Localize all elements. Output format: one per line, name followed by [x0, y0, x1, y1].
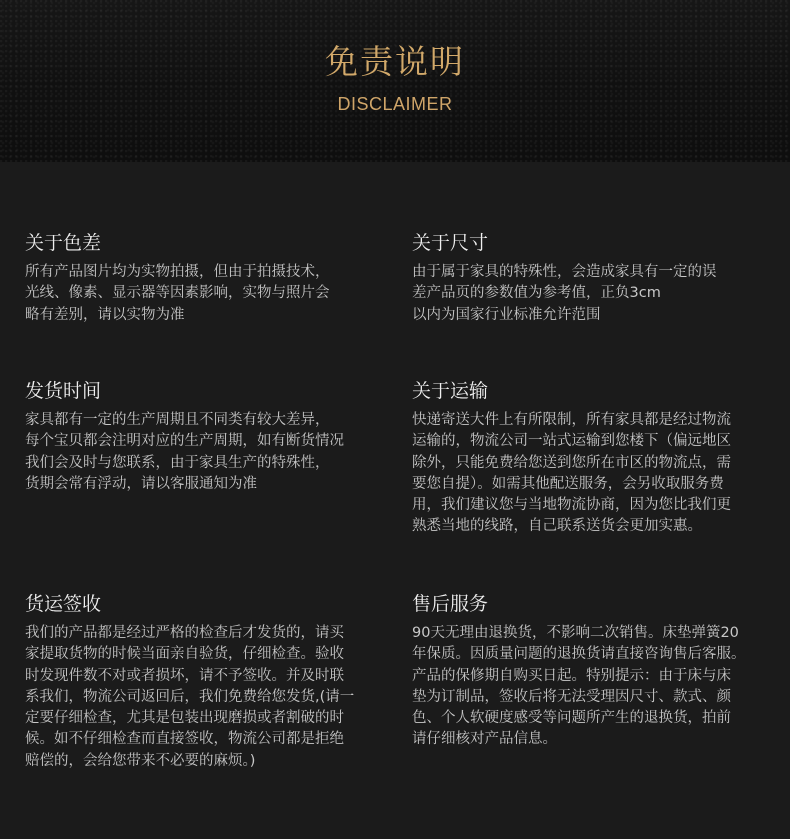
body-line: 色、个人软硬度感受等问题所产生的退换货，拍前 [412, 710, 731, 727]
body-line: 候。如不仔细检查而直接签收，物流公司都是拒绝 [25, 731, 344, 748]
section-size [412, 230, 782, 326]
body-line: 除外，只能免费给您送到您所在市区的物流点，需 [412, 454, 731, 471]
section-title: 售后服务 [412, 593, 489, 615]
body-line: 我们的产品都是经过严格的检查后才发货的，请买 [25, 625, 344, 641]
section-title: 发货时间 [25, 380, 102, 402]
page-subtitle: DISCLAIMER [337, 94, 453, 114]
body-line: 熟悉当地的线路，自己联系送货会更加实惠。 [412, 518, 702, 535]
body-line: 系我们，物流公司返回后，我们免费给您发货,(请一 [25, 688, 355, 705]
body-line: 请仔细核对产品信息。 [412, 731, 557, 748]
body-line: 家具都有一定的生产周期且不同类有较大差异， [25, 412, 330, 428]
body-line: 时发现件数不对或者损坏，请不予签收。并及时联 [25, 667, 344, 684]
body-line: 垫为订制品，签收后将无法受理因尺寸、款式、颜 [412, 688, 731, 705]
body-line: 我们会及时与您联系，由于家具生产的特殊性， [25, 454, 330, 471]
body-line: 由于属于家具的特殊性，会造成家具有一定的误 [412, 264, 717, 280]
body-line: 家提取货物的时候当面亲自验货，仔细检查。验收 [25, 646, 344, 663]
section-delivery-time [25, 378, 395, 495]
body-line: 赔偿的，会给您带来不必要的麻烦。) [25, 752, 256, 769]
section-body [25, 410, 395, 495]
body-line: 要您自提）。如需其他配送服务，会另收取服务费 [412, 475, 724, 492]
section-body [412, 262, 782, 326]
body-line: 运输的，物流公司一站式运输到您楼下（偏远地区 [412, 433, 731, 450]
body-line: 产品的保修期自购买日起。特别提示：由于床与床 [412, 667, 731, 684]
section-body [412, 410, 782, 538]
section-color-difference [25, 230, 395, 326]
body-line: 用，我们建议您与当地物流协商，因为您比我们更 [412, 497, 731, 514]
body-line: 所有产品图片均为实物拍摄，但由于拍摄技术， [25, 264, 330, 280]
body-line: 以内为国家行业标准允许范围 [412, 306, 601, 323]
section-title: 关于色差 [25, 232, 102, 254]
body-line: 90天无理由退换货，不影响二次销售。床垫弹簧20 [412, 625, 739, 641]
section-body [25, 623, 395, 772]
section-title: 货运签收 [25, 593, 102, 615]
section-title: 关于尺寸 [412, 232, 489, 254]
body-line: 略有差别，请以实物为准 [25, 306, 185, 323]
page-title: 免责说明 [325, 42, 465, 81]
section-after-sales [412, 591, 782, 751]
body-line: 年保质。因质量问题的退换货请直接咨询售后客服。 [412, 646, 746, 663]
disclaimer-header [0, 0, 790, 162]
body-line: 定要仔细检查，尤其是包装出现磨损或者割破的时 [25, 710, 344, 727]
section-body [25, 262, 395, 326]
body-line: 差产品页的参数值为参考值，正负3cm [412, 285, 661, 302]
body-line: 光线、像素、显示器等因素影响，实物与照片会 [25, 285, 330, 302]
section-delivery-signing [25, 591, 395, 772]
section-title: 关于运输 [412, 380, 489, 402]
body-line: 每个宝贝都会注明对应的生产周期，如有断货情况 [25, 433, 344, 450]
section-body [412, 623, 782, 751]
body-line: 快递寄送大件上有所限制，所有家具都是经过物流 [412, 412, 731, 428]
body-line: 货期会常有浮动，请以客服通知为准 [25, 475, 257, 492]
section-shipping [412, 378, 782, 538]
